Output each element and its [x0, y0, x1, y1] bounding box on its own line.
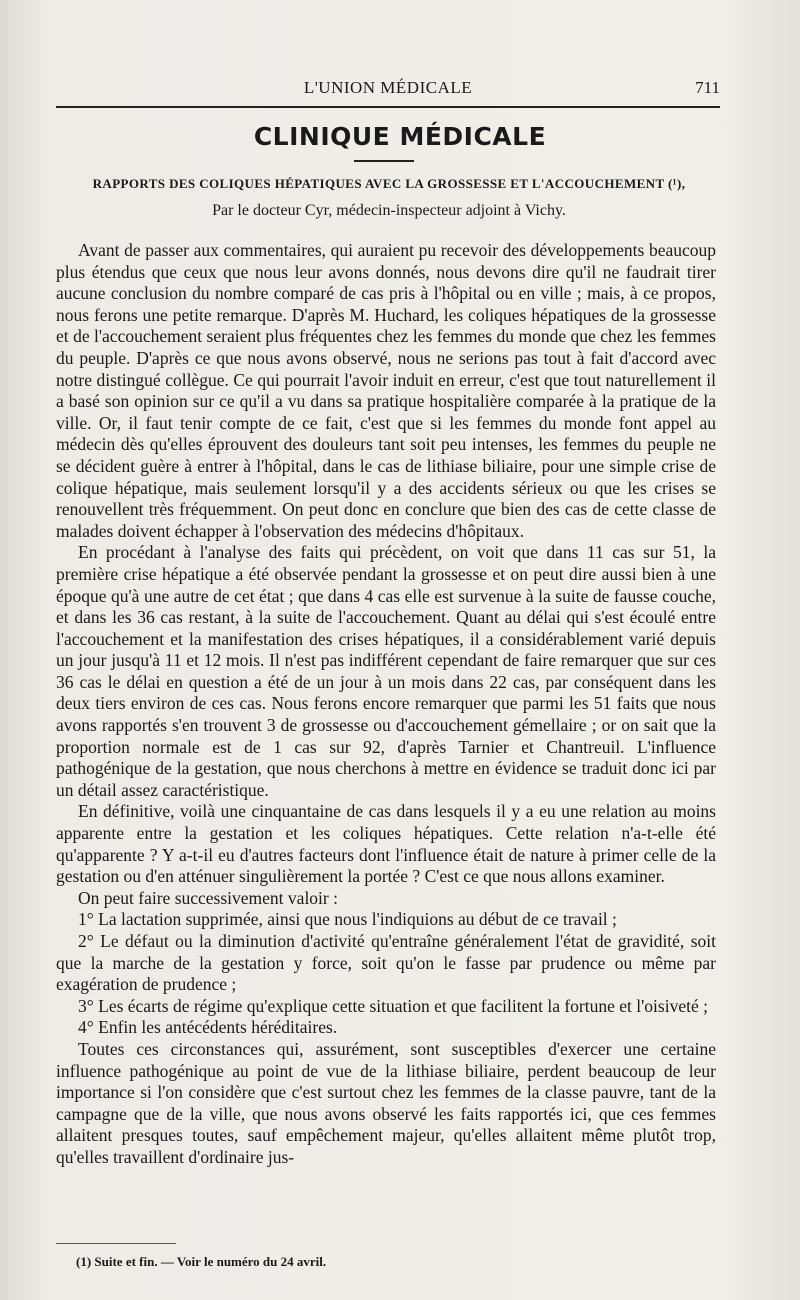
paragraph: En définitive, voilà une cinquantaine de cas dans lesquels il y a eu une relation au moins apparente entre la gestation et les coliques hépatiques. Cette relation n'a-t-elle été qu'apparente ? Y a-t-il eu d'autres facteurs dont l'influence était de nature à primer celle de la gestation ou d'en atténuer singulièrement la portée ? C'est ce que nous allons examiner.	[56, 801, 716, 887]
footnote: (1) Suite et fin. — Voir le numéro du 24 avril.	[76, 1254, 327, 1269]
paragraph: On peut faire successivement valoir :	[78, 887, 338, 908]
title-divider	[354, 160, 414, 162]
page-number: 711	[695, 78, 720, 97]
list-item: 2° Le défaut ou la diminution d'activité qu'entraîne généralement l'état de gravidité, soit que la marche de la gestation y force, soit qu'on le fasse par prudence ou même par exagération de prudence ;	[56, 931, 716, 995]
paragraph: Toutes ces circonstances qui, assurément, sont susceptibles d'exercer une certaine influence pathogénique au point de vue de la lithiase biliaire, perdent beaucoup de leur importance si l'on considère que c'est surtout chez les femmes de la classe pauvre, tant de la campagne que de la ville, que nous avons observé les faits rapportés ici, que ces femmes allaitent presques toutes, sauf empêchement majeur, qu'elles allaitent même plutôt trop, qu'elles travaillent d'ordinaire jus-	[56, 1038, 716, 1167]
article-title: RAPPORTS DES COLIQUES HÉPATIQUES AVEC LA GROSSESSE ET L'ACCOUCHEMENT (¹),	[92, 176, 686, 191]
article-body	[56, 240, 716, 1169]
article-byline: Par le docteur Cyr, médecin-inspecteur adjoint à Vichy.	[212, 202, 566, 219]
list-item: 3° Les écarts de régime qu'explique cette situation et que facilitent la fortune et l'oisiveté ;	[78, 995, 708, 1016]
footnote-divider	[56, 1243, 176, 1244]
section-title: CLINIQUE MÉDICALE	[253, 122, 547, 151]
list-item: 4° Enfin les antécédents héréditaires.	[78, 1017, 338, 1038]
paragraph: Avant de passer aux commentaires, qui auraient pu recevoir des développements beaucoup plus étendus que ceux que nous leur avons donnés, nous devons dire qu'il ne faudrait tirer aucune conclusion du nombre comparé de cas pris à l'hôpital ou en ville ; mais, à ce propos, nous ferons une petite remarque. D'après M. Huchard, les coliques hépatiques de la grossesse et de l'accouchement seraient plus fréquentes chez les femmes du monde que chez les femmes du peuple. D'après ce que nous avons observé, nous ne serions pas tout à fait d'accord avec notre distingué collègue. Ce qui pourrait l'avoir induit en erreur, c'est que tout naturellement il a basé son opinion sur ce qu'il a vu dans sa pratique hospitalière comparée à la pratique de la ville. Or, il faut tenir compte de ce fait, c'est que si les femmes du monde font appel au médecin dès qu'elles éprouvent des douleurs tant soit peu intenses, les femmes du peuple ne se décident guère à entrer à l'hôpital, dans le cas de lithiase biliaire, pour une simple crise de colique hépatique, mais seulement lorsqu'il y a des accidents sérieux ou que les crises se renouvellent très fréquemment. On peut donc en conclure que bien des cas de cette classe de malades doivent échapper à l'observation des médecins d'hôpitaux.	[56, 240, 716, 541]
list-item: 1° La lactation supprimée, ainsi que nous l'indiquions au début de ce travail ;	[78, 909, 617, 930]
journal-title: L'UNION MÉDICALE	[303, 78, 473, 97]
paragraph: En procédant à l'analyse des faits qui précèdent, on voit que dans 11 cas sur 51, la première crise hépatique a été observée pendant la grossesse et on peut dire aussi bien à une époque qu'à une autre de cet état ; que dans 4 cas elle est survenue à la suite de fausse couche, et dans les 36 cas restant, à la suite de l'accouchement. Quant au délai qui s'est écoulé entre l'accouchement et la manifestation des crises hépatiques, il a considérablement varié depuis un jour jusqu'à 11 et 12 mois. Il n'est pas indifférent cependant de faire remarquer que sur ces 36 cas le délai en question a été de un jour à un mois dans 22 cas, par conséquent dans les deux tiers environ de ces cas. Nous ferons encore remarquer que parmi les 51 faits que nous avons rapportés s'en trouvent 3 de grossesse ou d'accouchement gémellaire ; or on sait que la proportion normale est de 1 cas sur 92, d'après Tarnier et Chantreuil. L'influence pathogénique de la gestation, que nous cherchons à mettre en évidence se traduit donc ici par un détail assez caractéristique.	[56, 542, 716, 800]
running-header	[56, 76, 720, 108]
